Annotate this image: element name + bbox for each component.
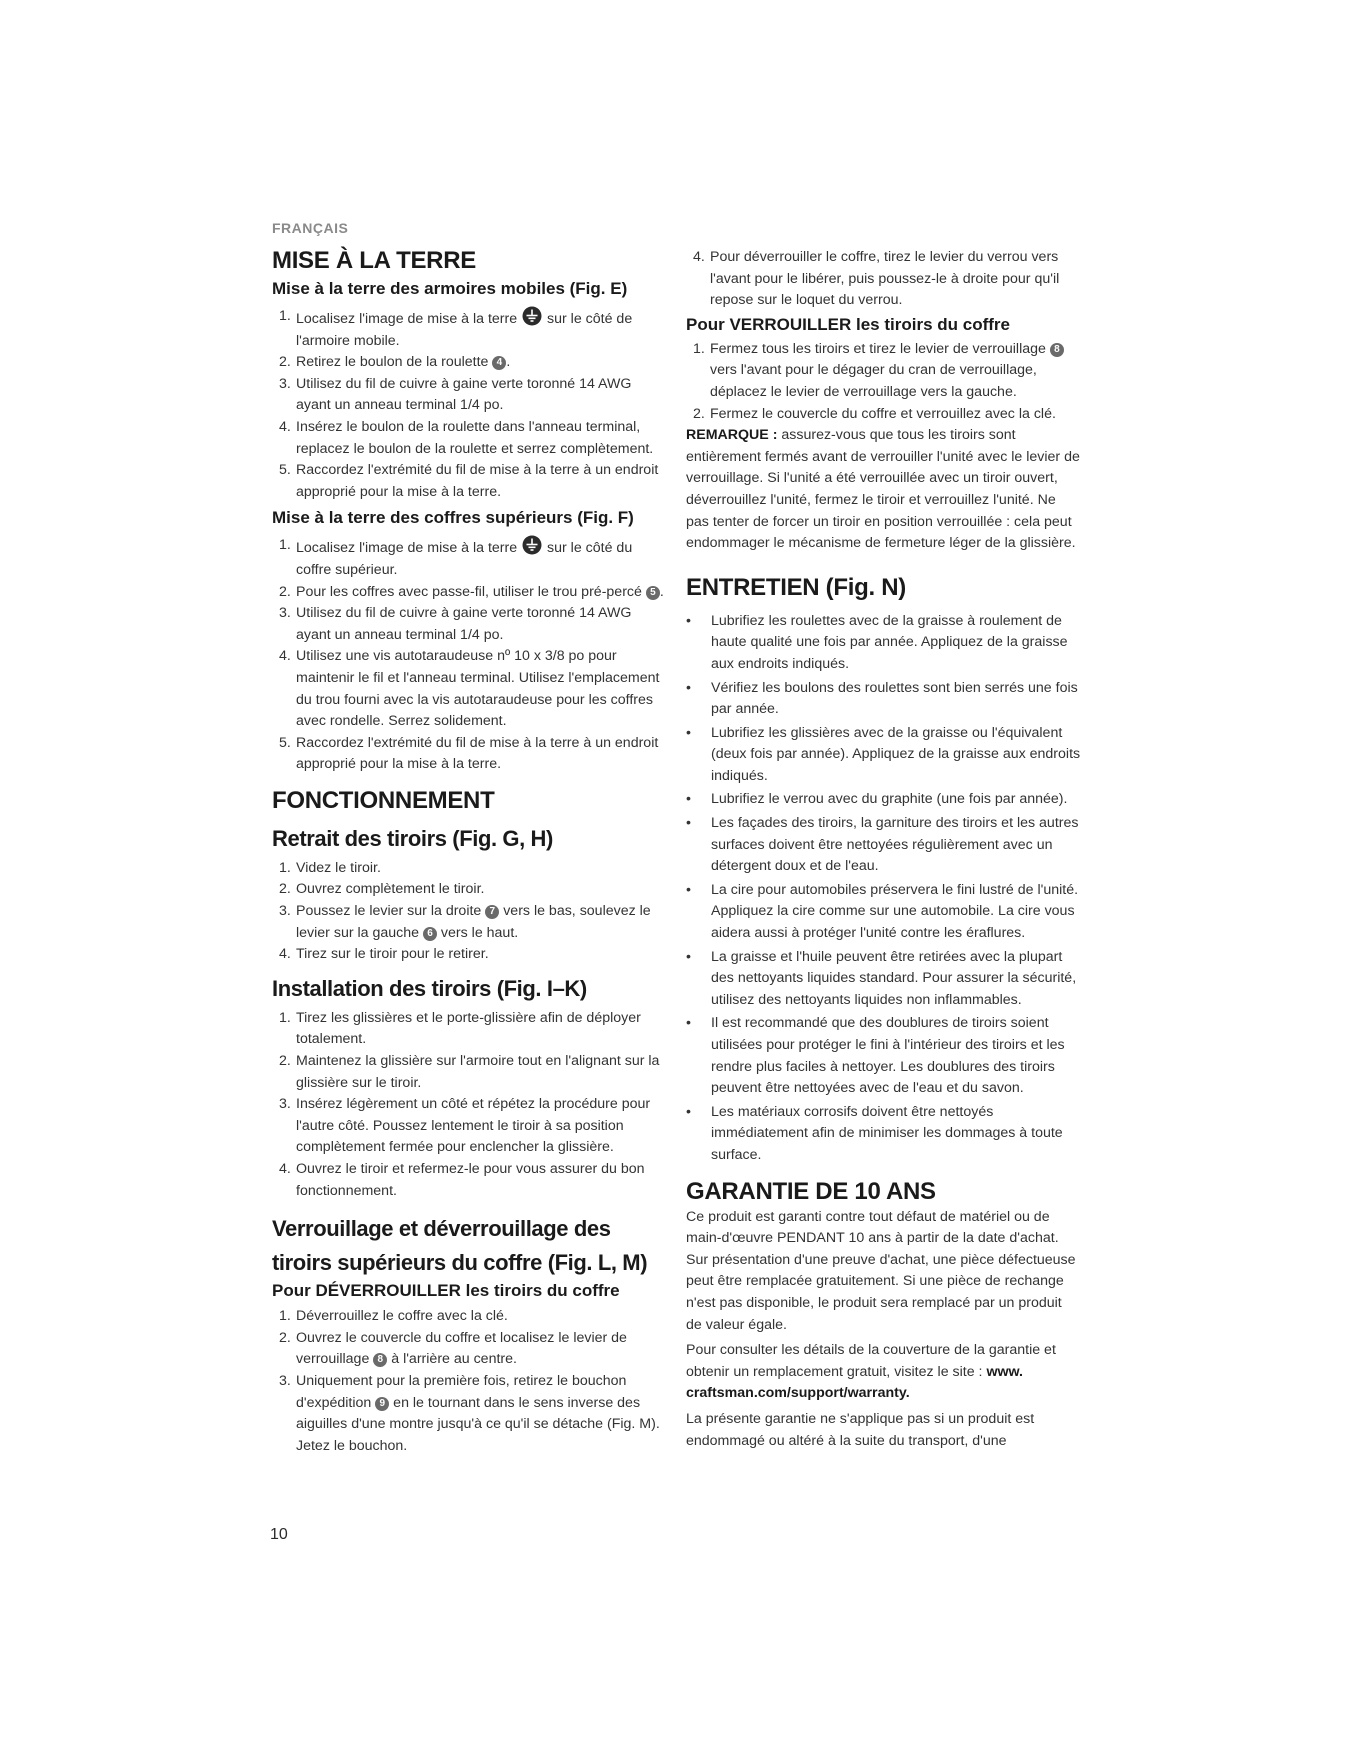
maintenance-list [686,611,1081,1167]
list-item: • Les façades des tiroirs, la garniture des tiroirs et les autres surfaces doivent être nettoyées régulièrement avec un détergent doux et de l'eau. [686,815,1079,875]
warranty-paragraph-1: Ce produit est garanti contre tout défaut de matériel ou de main-d'œuvre PENDANT 10 ans à partir de la date d'achat. Sur présentation d'une preuve d'achat, une pièce défectueuse peut être remplacée gratuitement. Si une pièce de rechange n'est pas disponible, le produit sera remplacé par un produit de valeur égale. [686,1208,1076,1333]
list-item: 2. Fermez le couvercle du coffre et verrouillez avec la clé. [693,405,1056,422]
list-item: 1. Déverrouillez le coffre avec la clé. [279,1308,508,1325]
list-item: 1. Tirez les glissières et le porte-glissière afin de déployer totalement. [279,1009,641,1048]
install-steps [272,1008,667,1202]
warranty-paragraph-2: Pour consulter les détails de la couverture de la garantie et obtenir un remplacement gratuit, visitez le site : www. craftsman.com/support/warranty. [686,1342,1056,1402]
page-number: 10 [270,1526,288,1543]
list-item: 5. Raccordez l'extrémité du fil de mise à la terre à un endroit approprié pour la mise à la terre. [279,734,659,773]
unlock-steps-continued [686,247,1081,312]
callout-badge: 8 [373,1353,387,1367]
warranty-title: GARANTIE DE 10 ANS [686,1177,936,1205]
list-item: 3. Utilisez du fil de cuivre à gaine verte toronné 14 AWG ayant un anneau terminal 1/4 po. [279,605,632,643]
list-item: 2. Pour les coffres avec passe-fil, utiliser le trou pré-percé 5 . [279,583,664,600]
language-label: FRANÇAIS [272,220,349,236]
list-item: 1. Videz le tiroir. [279,859,381,876]
lock-steps [686,339,1081,425]
lock-title: Pour VERROUILLER les tiroirs du coffre [686,314,1010,334]
chest-grounding-title: Mise à la terre des coffres supérieurs (Fig. F) [272,508,634,528]
mobile-grounding-steps [272,306,667,503]
list-item: 3. Poussez le levier sur la droite 7 vers le bas, soulevez le levier sur la gauche 6 vers le haut. [279,903,651,941]
warranty-paragraph-3: La présente garantie ne s'applique pas si un produit est endommagé ou altéré à la suite du transport, d'une [686,1410,1035,1449]
callout-badge: 8 [1050,343,1064,357]
list-item: 2. Ouvrez le couvercle du coffre et localisez le levier de verrouillage 8 à l'arrière au centre. [279,1329,627,1368]
list-item: • Lubrifiez le verrou avec du graphite (une fois par année). [686,791,1068,808]
unlock-steps [272,1306,667,1457]
list-item: 2. Maintenez la glissière sur l'armoire tout en l'alignant sur la glissière sur le tiroir. [279,1053,660,1091]
warranty-link[interactable]: www. craftsman.com/support/warranty. [686,1363,1023,1402]
list-item: 4. Tirez sur le tiroir pour le retirer. [279,946,489,963]
list-item: 1. Localisez l'image de mise à la terre sur le côté du coffre supérieur. [279,537,633,578]
maintenance-title: ENTRETIEN (Fig. N) [686,573,906,601]
list-item: 3. Insérez légèrement un côté et répétez la procédure pour l'autre côté. Poussez lentement le tiroir à sa position complètement fermée pour enclencher la glissière. [279,1096,651,1156]
list-item: 4. Ouvrez le tiroir et refermez-le pour vous assurer du bon fonctionnement. [279,1161,645,1199]
list-item: • La cire pour automobiles préservera le fini lustré de l'unité. Appliquez la cire comme sur une automobile. La cire vous aidera aussi à protéger l'unité contre les éraflures. [686,881,1079,942]
removal-title: Retrait des tiroirs (Fig. G, H) [272,825,553,851]
install-title: Installation des tiroirs (Fig. I–K) [272,975,587,1001]
operation-title: FONCTIONNEMENT [272,786,495,814]
list-item: • Lubrifiez les roulettes avec de la graisse à roulement de haute qualité une fois par année. Appliquez de la graisse aux endroits indiqués. [686,612,1068,672]
ground-symbol-icon [522,535,542,555]
mobile-grounding-title: Mise à la terre des armoires mobiles (Fig. E) [272,279,628,298]
removal-steps [272,858,667,966]
list-item: • Il est recommandé que des doublures de tiroirs soient utilisées pour protéger le fini à l'intérieur des tiroirs et les rendre plus faciles à nettoyer. Les doublures des tiroirs peuvent être nettoyées avec de l'eau et du savon. [686,1015,1065,1097]
callout-badge: 5 [646,586,660,600]
list-item: • Les matériaux corrosifs doivent être nettoyés immédiatement afin de minimiser les dommages à toute surface. [686,1103,1063,1163]
list-item: 4. Utilisez une vis autotaraudeuse nº 10 x 3/8 po pour maintenir le fil et l'anneau terminal. Utilisez l'emplacement du trou fourni avec la vis autotaraudeuse pour les coffres avec rondelle. Serrez solidement. [279,648,660,730]
callout-badge: 7 [485,905,499,919]
note-paragraph: REMARQUE : assurez-vous que tous les tiroirs sont entièrement fermés avant de verrouiller l'unité avec le levier de verrouillage. Si l'unité a été verrouillée avec un tiroir ouvert, déverrouillez l'unité, fermez le tiroir et verrouillez l'unité. Ne pas tenter de forcer un tiroir en position verrouillée : cela peut endommager le mécanisme de fermeture léger de la glissière. [686,427,1080,552]
list-item: • La graisse et l'huile peuvent être retirées avec la plupart des nettoyants liquides standard. Pour assurer la sécurité, utilisez des nettoyants liquides non inflammables. [686,948,1077,1008]
list-item: • Lubrifiez les glissières avec de la graisse ou l'équivalent (deux fois par année). Appliquez de la graisse aux endroits indiqués. [686,724,1081,784]
ground-symbol-icon [522,306,542,326]
list-item: 1. Fermez tous les tiroirs et tirez le levier de verrouillage 8 vers l'avant pour le dégager du cran de verrouillage, déplacez le levier de verrouillage vers la gauche. [686,339,1081,404]
list-item: 1. Localisez l'image de mise à la terre sur le côté de l'armoire mobile. [279,308,633,349]
list-item: 4. Insérez le boulon de la roulette dans l'anneau terminal, replacez le boulon de la roulette et serrez complètement. [279,418,654,457]
list-item: 2. Retirez le boulon de la roulette 4 . [279,354,511,371]
list-item: 5. Raccordez l'extrémité du fil de mise à la terre à un endroit approprié pour la mise à la terre. [279,462,659,500]
grounding-title: MISE À LA TERRE [272,247,476,274]
list-item: 4. Pour déverrouiller le coffre, tirez le levier du verrou vers l'avant pour le libérer, puis poussez-le à droite pour qu'il repose sur le loquet du verrou. [693,249,1060,309]
list-item: 3. Utilisez du fil de cuivre à gaine verte toronné 14 AWG ayant un anneau terminal 1/4 po. [279,375,632,414]
callout-badge: 4 [492,356,506,370]
callout-badge: 9 [375,1397,389,1411]
chest-grounding-steps [272,535,667,776]
unlock-title: Pour DÉVERROUILLER les tiroirs du coffre [272,1281,620,1301]
locking-title: Verrouillage et déverrouillage des tiroirs supérieurs du coffre (Fig. L, M) [272,1216,648,1276]
list-item: 3. Uniquement pour la première fois, retirez le bouchon d'expédition 9 en le tournant dans le sens inverse des aiguilles d'une montre jusqu'à ce qu'il se détache (Fig. M). Jetez le bouchon. [279,1372,660,1454]
list-item: • Vérifiez les boulons des roulettes sont bien serrés une fois par année. [686,679,1078,718]
list-item: 2. Ouvrez complètement le tiroir. [279,881,485,898]
callout-badge: 6 [423,927,437,941]
note-label: REMARQUE : [686,427,778,444]
